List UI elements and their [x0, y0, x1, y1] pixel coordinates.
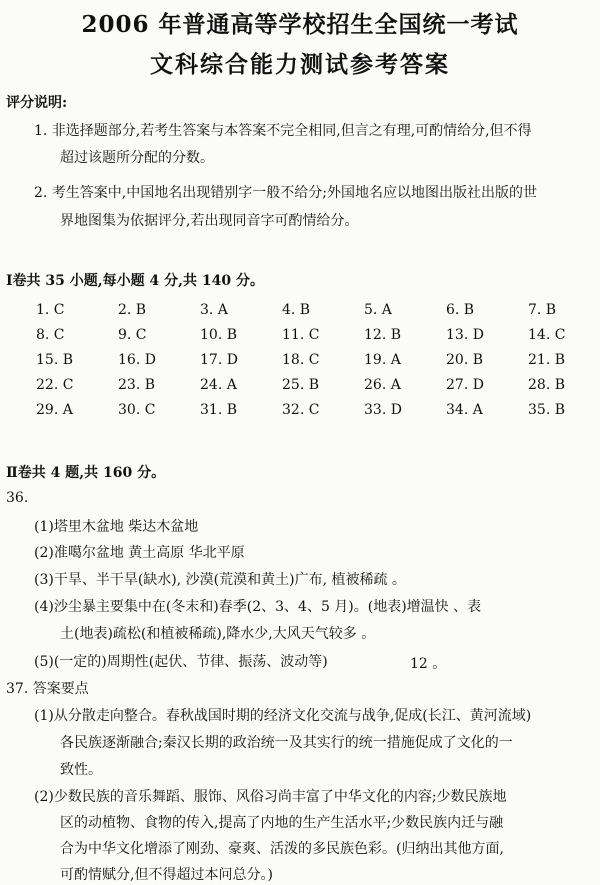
document-subtitle: 文科综合能力测试参考答案	[150, 51, 450, 78]
answer-cell: 2. B	[118, 302, 147, 318]
question-37-heading: 37. 答案要点	[6, 681, 89, 697]
answer-cell: 3. A	[200, 302, 228, 318]
answer-row	[36, 327, 576, 352]
answer-cell: 31. B	[200, 402, 238, 418]
answer-cell: 29. A	[36, 402, 73, 418]
section1-heading: Ⅰ卷共 35 小题,每小题 4 分,共 140 分。	[6, 273, 264, 289]
answer-cell: 12. B	[364, 327, 402, 343]
answer-cell: 18. C	[282, 352, 320, 368]
answer-cell: 13. D	[446, 327, 484, 343]
q36-answer-2: (2)准噶尔盆地 黄土高原 华北平原	[34, 545, 245, 561]
q36-answer-5: (5)(一定的)周期性(起伏、节律、振荡、波动等)	[34, 654, 328, 670]
answer-cell: 35. B	[528, 402, 566, 418]
answer-cell: 19. A	[364, 352, 401, 368]
question-36-number: 36.	[6, 490, 29, 506]
answer-row	[36, 352, 576, 377]
answer-row	[36, 377, 576, 402]
answer-cell: 24. A	[200, 377, 237, 393]
answer-cell: 14. C	[528, 327, 566, 343]
answer-cell: 34. A	[446, 402, 483, 418]
answer-cell: 16. D	[118, 352, 156, 368]
answer-row	[36, 402, 576, 427]
answer-row	[36, 302, 576, 327]
answer-cell: 30. C	[118, 402, 156, 418]
answer-cell: 27. D	[446, 377, 484, 393]
answer-cell: 4. B	[282, 302, 311, 318]
answer-cell: 9. C	[118, 327, 147, 343]
answer-cell: 6. B	[446, 302, 475, 318]
q37-point-2-line3: 合为中华文化增添了刚劲、豪爽、活泼的多民族色彩。(归纳出其他方面,	[60, 841, 504, 857]
q37-point-1-line1: (1)从分散走向整合。春秋战国时期的经济文化交流与战争,促成(长江、黄河流域)	[34, 708, 532, 724]
answer-cell: 23. B	[118, 377, 156, 393]
answer-cell: 1. C	[36, 302, 65, 318]
q37-point-1-line3: 致性。	[60, 762, 102, 778]
answer-cell: 5. A	[364, 302, 392, 318]
answer-cell: 33. D	[364, 402, 402, 418]
scoring-heading: 评分说明:	[6, 95, 68, 111]
document-title: 2006 年普通高等学校招生全国统一考试	[81, 11, 519, 38]
section2-heading: Ⅱ卷共 4 题,共 160 分。	[6, 465, 166, 481]
scoring-note-2-line2: 界地图集为依据评分,若出现同音字可酌情给分。	[60, 213, 359, 229]
q37-point-2-line1: (2)少数民族的音乐舞蹈、服饰、风俗习尚丰富了中华文化的内容;少数民族地	[34, 789, 507, 805]
q37-point-1-line2: 各民族逐渐融合;秦汉长期的政治统一及其实行的统一措施促成了文化的一	[60, 735, 513, 751]
answer-cell: 8. C	[36, 327, 65, 343]
q36-answer-3: (3)干旱、半干旱(缺水), 沙漠(荒漠和黄土)广布, 植被稀疏 。	[34, 572, 406, 588]
answer-cell: 11. C	[282, 327, 320, 343]
answer-cell: 25. B	[282, 377, 320, 393]
answer-cell: 32. C	[282, 402, 320, 418]
q36-answer-4-line2: 土(地表)疏松(和植被稀疏),降水少,大风天气较多 。	[60, 626, 376, 642]
answer-grid	[36, 302, 576, 427]
scoring-note-1-line2: 超过该题所分配的分数。	[60, 150, 214, 166]
answer-cell: 17. D	[200, 352, 238, 368]
answer-cell: 21. B	[528, 352, 566, 368]
answer-cell: 26. A	[364, 377, 401, 393]
answer-cell: 28. B	[528, 377, 566, 393]
q37-point-2-line2: 区的动植物、食物的传入,提高了内地的生产生活水平;少数民族内迁与融	[60, 815, 504, 831]
answer-cell: 10. B	[200, 327, 238, 343]
q37-point-2-line4: 可酌情赋分,但不得超过本问总分。)	[60, 867, 273, 883]
q36-answer-1: (1)塔里木盆地 柴达木盆地	[34, 519, 199, 535]
answer-cell: 22. C	[36, 377, 74, 393]
scoring-note-2-line1: 2. 考生答案中,中国地名出现错别字一般不给分;外国地名应以地图出版社出版的世	[34, 185, 537, 201]
scoring-note-1-line1: 1. 非选择题部分,若考生答案与本答案不完全相同,但言之有理,可酌情给分,但不得	[34, 123, 532, 139]
answer-cell: 7. B	[528, 302, 557, 318]
q36-answer-4-line1: (4)沙尘暴主要集中在(冬末和)春季(2、3、4、5 月)。(地表)增温快 、表	[34, 599, 482, 615]
q36-score: 12 。	[410, 656, 447, 672]
answer-cell: 15. B	[36, 352, 74, 368]
answer-cell: 20. B	[446, 352, 484, 368]
